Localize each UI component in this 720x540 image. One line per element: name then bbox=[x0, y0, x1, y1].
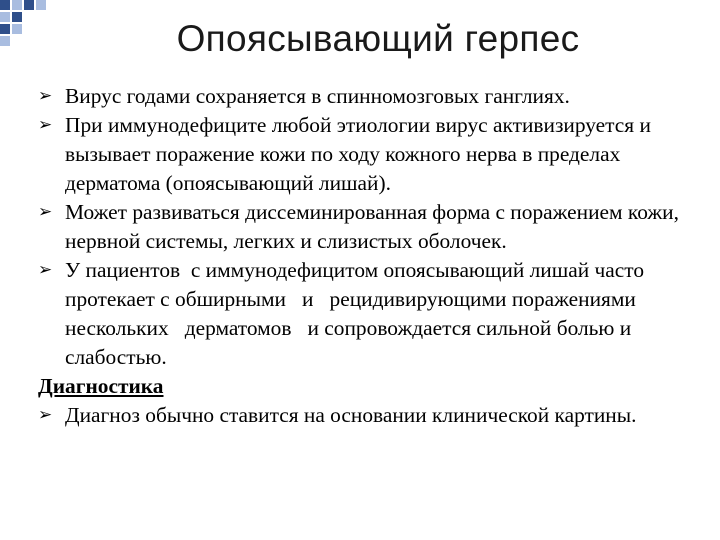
bullet-text: При иммунодефиците любой этиологии вирус активизируется и вызывает поражение кожи по ходу кожного нерва в пределах дерматома (опоясывающий лишай). bbox=[65, 113, 651, 195]
slide-content bbox=[38, 82, 708, 430]
bullet-item bbox=[38, 82, 708, 111]
bullet-text: Может развиваться диссеминированная форма с поражением кожи, нервной системы, легких и слизистых оболочек. bbox=[65, 200, 679, 253]
arrow-bullet-icon: ➢ bbox=[38, 202, 53, 222]
bullet-item bbox=[38, 401, 708, 430]
decor-square bbox=[36, 0, 46, 10]
arrow-bullet-icon: ➢ bbox=[38, 260, 53, 280]
arrow-bullet-icon: ➢ bbox=[38, 86, 53, 106]
decor-square bbox=[0, 0, 10, 10]
bullet-item bbox=[38, 111, 708, 198]
decor-square bbox=[12, 0, 22, 10]
bullet-text: У пациентов с иммунодефицитом опоясывающий лишай часто протекает с обширными и рецидивирующими поражениями нескольких дерматомов и сопровождается сильной болью и слабостью. bbox=[65, 258, 652, 369]
bullet-text: Вирус годами сохраняется в спинномозговых ганглиях. bbox=[65, 84, 570, 108]
section-heading-diagnostics: Диагностика bbox=[38, 374, 164, 398]
decor-square bbox=[24, 0, 34, 10]
bullet-text: Диагноз обычно ставится на основании клинической картины. bbox=[65, 403, 637, 427]
bullet-item bbox=[38, 198, 708, 256]
arrow-bullet-icon: ➢ bbox=[38, 115, 53, 135]
arrow-bullet-icon: ➢ bbox=[38, 405, 53, 425]
slide-title: Опоясывающий герпес bbox=[176, 18, 580, 59]
bullet-item bbox=[38, 256, 708, 372]
